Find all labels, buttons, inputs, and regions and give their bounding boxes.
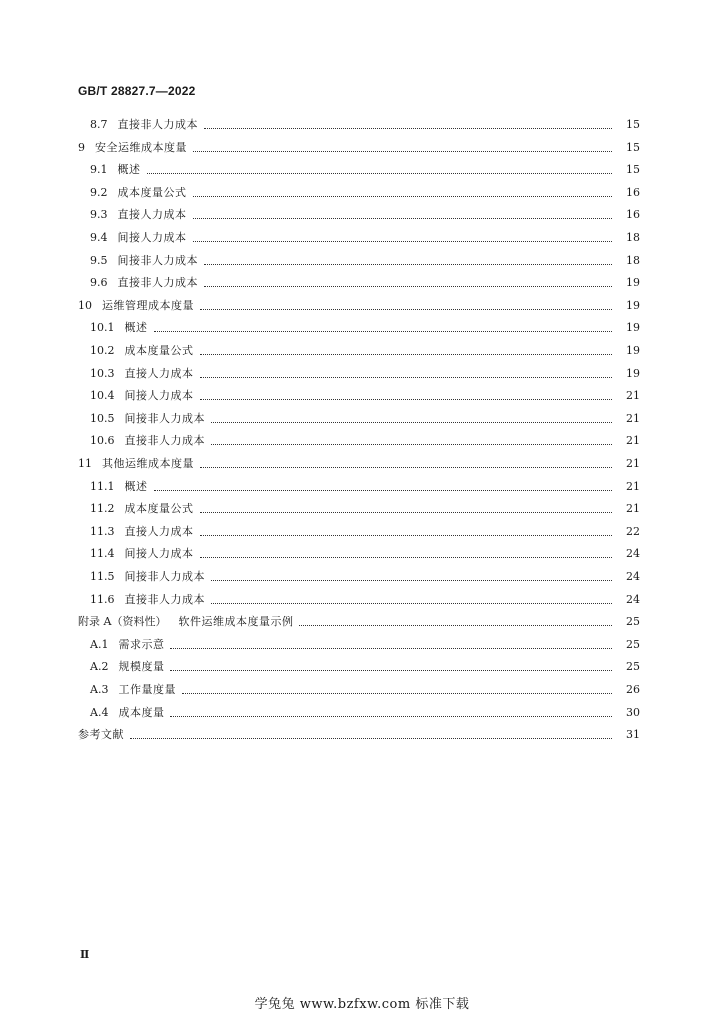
toc-entry[interactable] — [78, 726, 640, 744]
toc-entry[interactable] — [90, 365, 640, 383]
toc-entry-title: 其他运维成本度量 — [102, 457, 194, 470]
toc-dot-leader — [211, 602, 612, 604]
toc-entry-number: 9.1 — [90, 163, 108, 177]
toc-entry-number: 11.2 — [90, 502, 115, 516]
toc-entry[interactable] — [90, 229, 640, 247]
toc-entry-title: 工作量度量 — [118, 683, 176, 696]
toc-entry-number: 9.2 — [90, 185, 108, 199]
toc-entry-number: A.4 — [90, 705, 109, 719]
toc-dot-leader — [193, 150, 612, 152]
toc-entry-page: 15 — [626, 163, 640, 177]
document-code-header: GB/T 28827.7—2022 — [78, 84, 196, 98]
toc-dot-leader — [200, 511, 613, 513]
toc-dot-leader — [200, 534, 613, 536]
toc-entry-number: 附录 A（资料性） — [78, 615, 167, 629]
toc-entry-number: 9.5 — [90, 253, 108, 267]
toc-dot-leader — [211, 443, 612, 445]
toc-entry-number: 11.4 — [90, 547, 115, 561]
toc-entry-number: 9.3 — [90, 208, 108, 222]
toc-entry[interactable] — [90, 568, 640, 586]
toc-entry-number: 9.6 — [90, 276, 108, 290]
toc-entry-title: 参考文献 — [78, 728, 124, 742]
toc-entry-page: 25 — [626, 637, 640, 651]
toc-entry[interactable] — [90, 410, 640, 428]
toc-entry[interactable] — [90, 478, 640, 496]
toc-entry-page: 24 — [626, 570, 640, 583]
toc-entry-number: 11.1 — [90, 479, 115, 493]
toc-dot-leader — [193, 195, 613, 197]
toc-entry-title: 间接非人力成本 — [117, 253, 198, 267]
toc-entry[interactable] — [90, 116, 640, 134]
toc-entry-page: 16 — [626, 208, 640, 222]
toc-entry-page: 19 — [626, 366, 640, 380]
toc-dot-leader — [182, 692, 612, 694]
toc-dot-leader — [200, 466, 612, 468]
toc-dot-leader — [200, 376, 613, 378]
toc-entry-page: 25 — [626, 615, 640, 629]
toc-dot-leader — [200, 398, 613, 400]
toc-dot-leader — [204, 285, 612, 287]
toc-entry-number: A.3 — [90, 683, 109, 696]
toc-entry[interactable] — [78, 297, 640, 315]
toc-dot-leader — [193, 217, 613, 219]
toc-entry-page: 24 — [626, 592, 640, 606]
toc-entry-page: 16 — [626, 185, 640, 199]
toc-entry-number: 10.3 — [90, 366, 115, 380]
toc-entry-number: 11.6 — [90, 592, 115, 606]
toc-dot-leader — [154, 330, 613, 332]
toc-dot-leader — [200, 353, 613, 355]
toc-entry-title: 成本度量公式 — [124, 502, 194, 516]
toc-entry-number: 10.5 — [90, 411, 115, 425]
toc-entry-page: 25 — [626, 660, 640, 674]
toc-entry-number: 10.1 — [90, 321, 115, 335]
toc-entry-page: 15 — [626, 140, 640, 154]
toc-entry[interactable] — [90, 523, 640, 541]
toc-entry-number: 11.3 — [90, 524, 115, 538]
toc-entry-page: 15 — [626, 118, 640, 131]
toc-dot-leader — [170, 715, 612, 717]
toc-entry-title: 成本度量公式 — [117, 185, 187, 199]
watermark-text: 学兔兔 www.bzfxw.com 标准下载 — [254, 997, 470, 1012]
toc-entry-title: 规模度量 — [118, 660, 165, 674]
toc-entry-page: 21 — [626, 389, 640, 403]
toc-entry-number: A.2 — [90, 660, 109, 674]
toc-dot-leader — [200, 556, 613, 558]
toc-entry[interactable] — [90, 500, 640, 518]
toc-dot-leader — [211, 579, 612, 581]
toc-entry-title: 概述 — [124, 479, 148, 493]
toc-entry-page: 19 — [626, 321, 640, 335]
toc-entry[interactable] — [90, 681, 640, 699]
toc-entry-number: 10.6 — [90, 434, 115, 448]
toc-entry-title: 成本度量 — [118, 705, 165, 719]
toc-entry-title: 间接人力成本 — [117, 231, 187, 244]
toc-entry-title: 直接人力成本 — [124, 366, 194, 380]
toc-entry[interactable] — [90, 704, 640, 722]
toc-entry[interactable] — [90, 274, 640, 292]
toc-entry-page: 22 — [626, 524, 640, 538]
toc-dot-leader — [154, 489, 613, 491]
toc-entry-page: 21 — [626, 502, 640, 516]
toc-entry[interactable] — [90, 432, 640, 450]
toc-entry[interactable] — [90, 545, 640, 563]
toc-entry-page: 21 — [626, 434, 640, 448]
toc-dot-leader — [200, 308, 612, 310]
toc-entry-page: 19 — [626, 298, 640, 312]
toc-entry-title: 成本度量公式 — [124, 344, 194, 357]
toc-entry[interactable] — [90, 387, 640, 405]
page-number-roman: Ⅱ — [80, 948, 90, 961]
toc-entry-title: 需求示意 — [118, 637, 165, 651]
toc-entry-page: 18 — [626, 231, 640, 244]
toc-entry-page: 18 — [626, 253, 640, 267]
toc-entry[interactable] — [90, 658, 640, 676]
toc-entry-page: 21 — [626, 479, 640, 493]
toc-entry[interactable] — [90, 591, 640, 609]
toc-entry-title: 直接人力成本 — [124, 524, 194, 538]
toc-entry-number: A.1 — [90, 637, 109, 651]
toc-entry-title: 安全运维成本度量 — [95, 140, 187, 154]
toc-entry-page: 31 — [626, 728, 640, 742]
toc-entry[interactable] — [90, 184, 640, 202]
toc-entry[interactable] — [78, 613, 640, 631]
toc-entry-title: 运维管理成本度量 — [102, 298, 194, 312]
toc-entry-page: 24 — [626, 547, 640, 561]
toc-entry-number: 10.4 — [90, 389, 115, 403]
toc-entry[interactable] — [78, 455, 640, 473]
toc-entry-title: 间接非人力成本 — [124, 570, 205, 583]
toc-dot-leader — [170, 647, 612, 649]
toc-entry[interactable] — [90, 252, 640, 270]
toc-entry-page: 19 — [626, 276, 640, 290]
toc-entry[interactable] — [90, 636, 640, 654]
toc-entry-page: 30 — [626, 705, 640, 719]
toc-entry[interactable] — [90, 161, 640, 179]
toc-entry-number: 8.7 — [90, 118, 108, 131]
toc-entry-title: 概述 — [124, 321, 148, 335]
toc-entry-title: 软件运维成本度量示例 — [178, 615, 294, 629]
toc-entry[interactable] — [90, 342, 640, 360]
toc-dot-leader — [204, 263, 612, 265]
toc-entry-number: 10 — [78, 298, 92, 312]
toc-entry-page: 21 — [626, 457, 640, 470]
toc-entry[interactable] — [78, 139, 640, 157]
toc-entry-title: 直接人力成本 — [117, 208, 187, 222]
toc-entry[interactable] — [90, 319, 640, 337]
toc-dot-leader — [170, 669, 612, 671]
toc-entry-title: 间接人力成本 — [124, 547, 194, 561]
toc-entry-number: 11 — [78, 457, 92, 470]
toc-entry-number: 10.2 — [90, 344, 115, 357]
toc-entry-page: 26 — [626, 683, 640, 696]
toc-entry-page: 19 — [626, 344, 640, 357]
toc-entry-title: 概述 — [117, 163, 141, 177]
toc-dot-leader — [130, 737, 612, 739]
toc-entry-title: 直接非人力成本 — [117, 276, 198, 290]
toc-dot-leader — [193, 240, 613, 242]
toc-entry-number: 11.5 — [90, 570, 115, 583]
toc-dot-leader — [211, 421, 612, 423]
toc-entry-title: 直接非人力成本 — [117, 118, 198, 131]
toc-dot-leader — [147, 172, 613, 174]
toc-entry-title: 间接非人力成本 — [124, 411, 205, 425]
toc-entry-page: 21 — [626, 411, 640, 425]
toc-entry-title: 直接非人力成本 — [124, 434, 205, 448]
toc-dot-leader — [204, 127, 612, 129]
toc-entry-number: 9 — [78, 140, 85, 154]
toc-entry-title: 直接非人力成本 — [124, 592, 205, 606]
toc-entry-number: 9.4 — [90, 231, 108, 244]
toc-dot-leader — [299, 624, 612, 626]
toc-entry[interactable] — [90, 206, 640, 224]
toc-entry-title: 间接人力成本 — [124, 389, 194, 403]
